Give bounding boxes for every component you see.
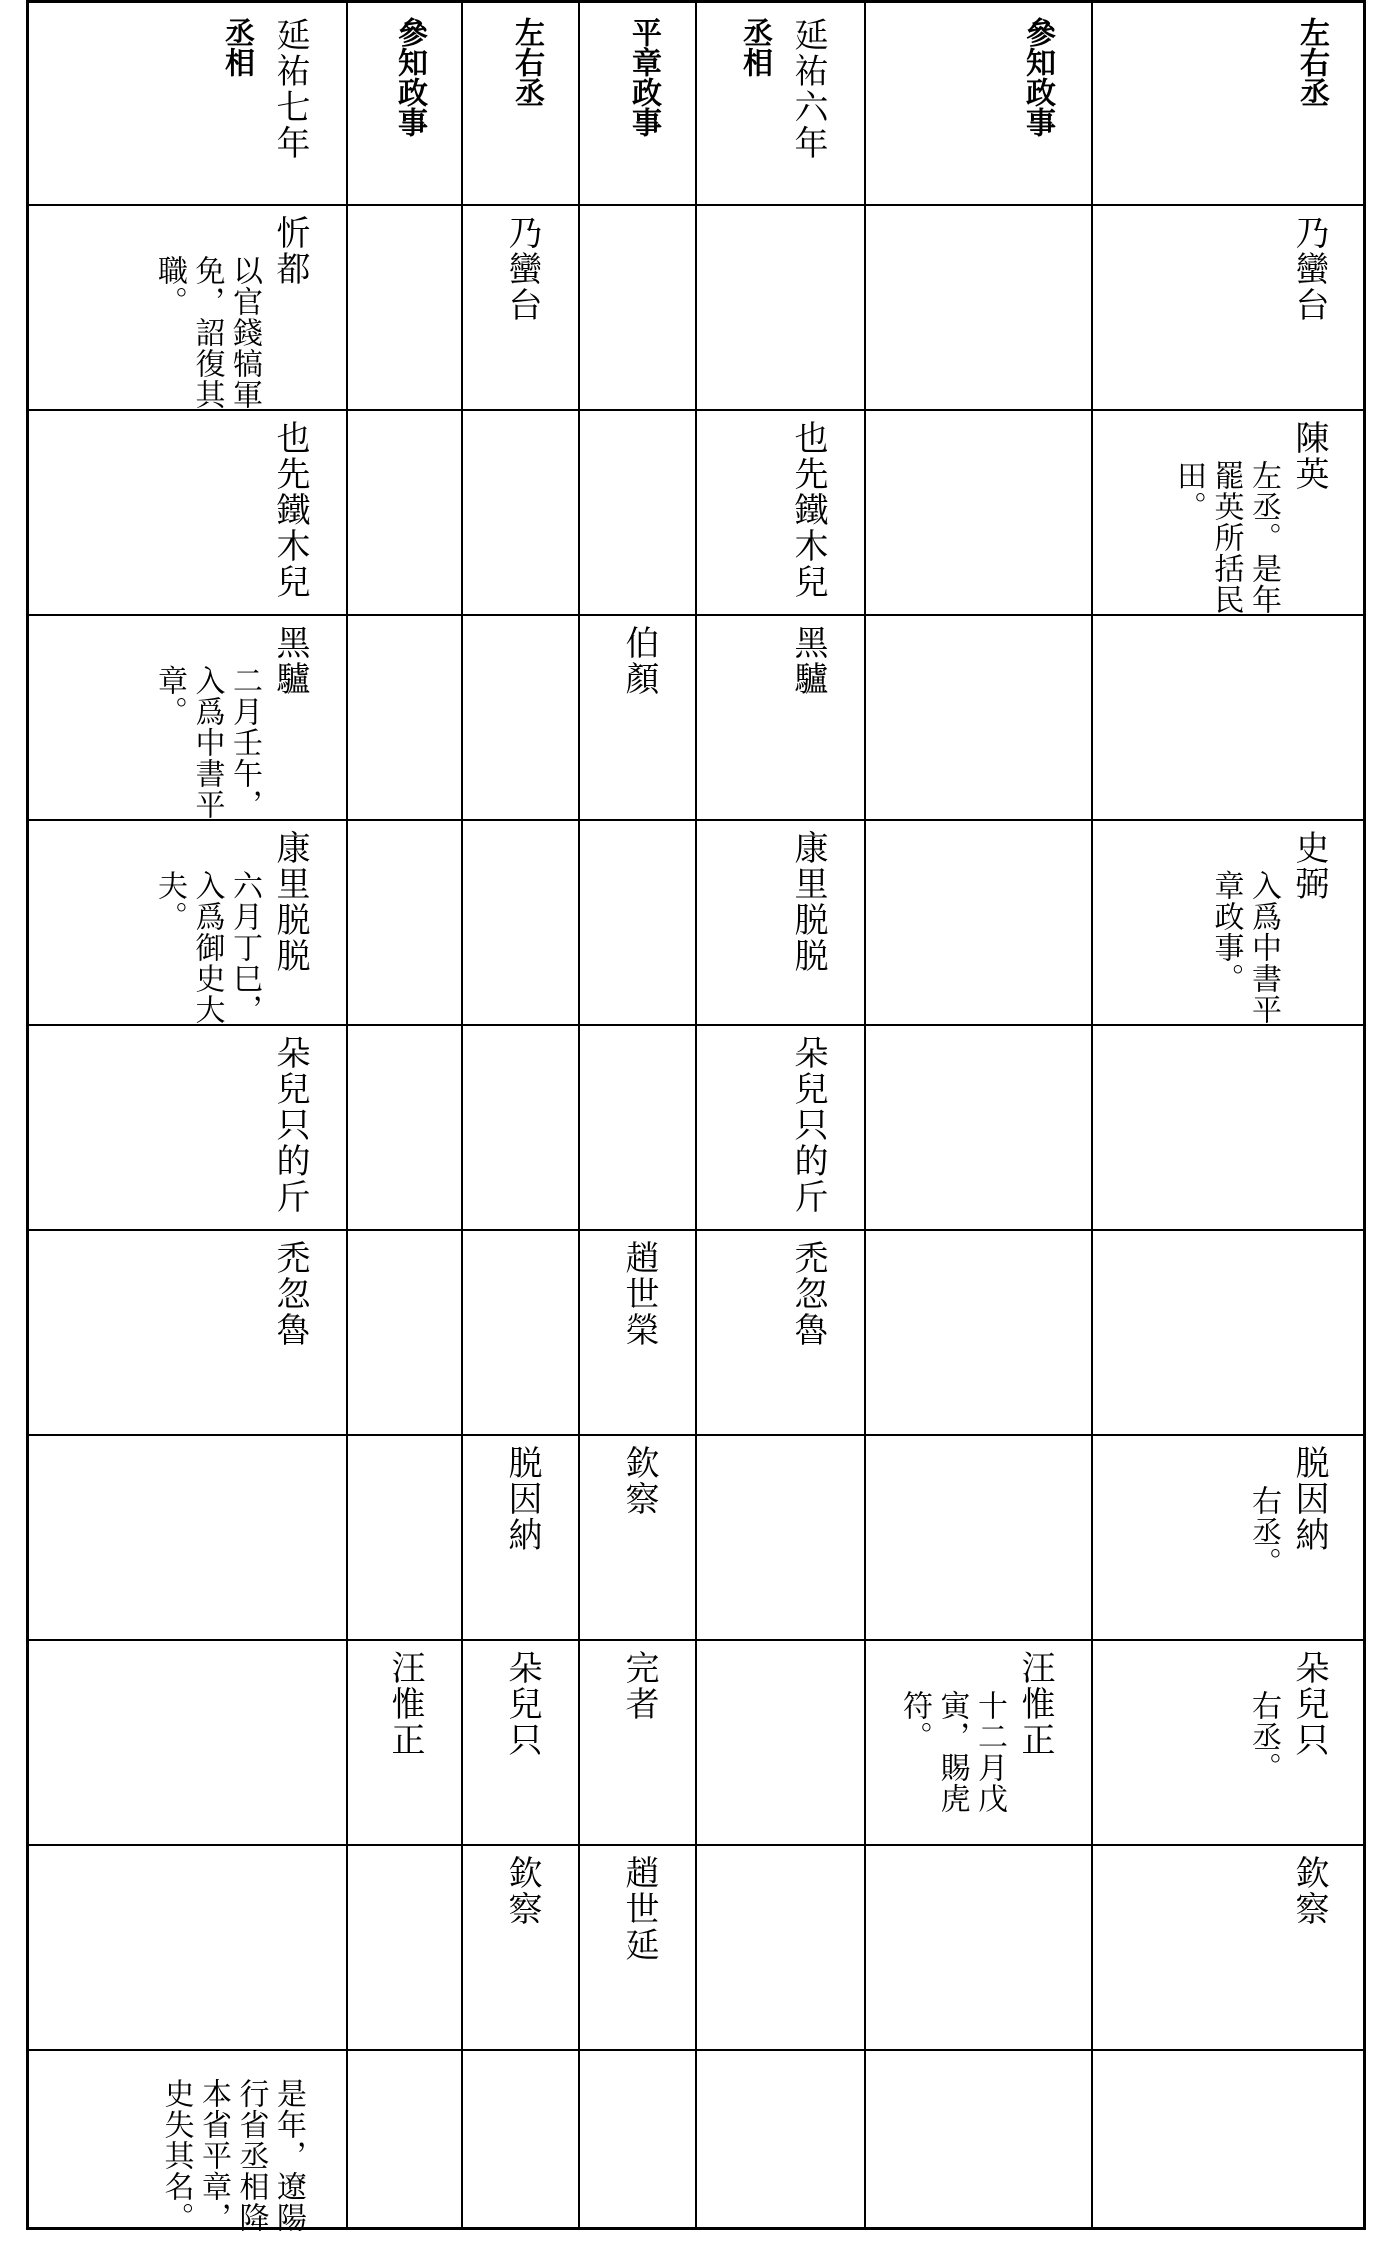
table-cell bbox=[462, 1640, 579, 1845]
table-cell bbox=[347, 205, 462, 410]
official-name: 朵兒只的斤 bbox=[270, 1035, 310, 1215]
table-cell bbox=[865, 1435, 1092, 1640]
official-name: 史弼 bbox=[1289, 830, 1329, 902]
column-header-chengxiang: 丞相 bbox=[219, 17, 254, 77]
header-y7-canzhi bbox=[347, 3, 462, 205]
official-name: 趙世延 bbox=[619, 1855, 659, 1963]
table-cell bbox=[29, 410, 347, 615]
official-note: 右丞。 bbox=[1246, 1690, 1281, 1783]
table-cell bbox=[347, 2050, 462, 2255]
table-cell bbox=[1092, 820, 1366, 1025]
official-name: 陳英 bbox=[1289, 420, 1329, 492]
table-cell bbox=[29, 1640, 347, 1845]
header-y6-canzhi bbox=[865, 3, 1092, 205]
table-cell bbox=[865, 2050, 1092, 2255]
year-title: 延祐六年 bbox=[788, 17, 828, 161]
table-cell bbox=[29, 1025, 347, 1230]
table-cell bbox=[462, 1230, 579, 1435]
official-name: 欽察 bbox=[619, 1445, 659, 1517]
header-y7-zuoyou bbox=[462, 3, 579, 205]
table-cell bbox=[579, 205, 696, 410]
table-cell bbox=[579, 2050, 696, 2255]
official-name: 欽察 bbox=[502, 1855, 542, 1927]
table-cell bbox=[579, 820, 696, 1025]
official-name: 禿忽魯 bbox=[270, 1240, 310, 1348]
column-header-canzhi: 參知政事 bbox=[392, 17, 427, 137]
table-cell bbox=[1092, 2050, 1366, 2255]
table-cell bbox=[29, 1435, 347, 1640]
table-cell bbox=[462, 1435, 579, 1640]
table-cell bbox=[865, 1845, 1092, 2050]
year-title: 延祐七年 bbox=[270, 17, 310, 161]
official-name: 乃蠻台 bbox=[1289, 215, 1329, 323]
official-table bbox=[26, 0, 1366, 2233]
column-header-pingzhang: 平章政事 bbox=[626, 17, 661, 137]
table-cell bbox=[462, 1025, 579, 1230]
table-cell bbox=[696, 1640, 865, 1845]
official-name: 脱因納 bbox=[1289, 1445, 1329, 1553]
table-cell bbox=[462, 615, 579, 820]
table-cell bbox=[29, 1230, 347, 1435]
table-cell bbox=[579, 1230, 696, 1435]
table-cell bbox=[29, 615, 347, 820]
official-name: 朵兒只的斤 bbox=[788, 1035, 828, 1215]
column-header-chengxiang: 丞相 bbox=[737, 17, 772, 77]
table-cell bbox=[1092, 1230, 1366, 1435]
table-cell bbox=[696, 410, 865, 615]
table-cell bbox=[865, 615, 1092, 820]
table-cell bbox=[347, 1230, 462, 1435]
table-cell bbox=[579, 1025, 696, 1230]
table-cell bbox=[696, 1230, 865, 1435]
table-cell bbox=[29, 820, 347, 1025]
table-cell bbox=[1092, 1640, 1366, 1845]
official-note: 十二月戊寅，賜虎符。 bbox=[897, 1690, 1007, 1814]
table-cell bbox=[462, 2050, 579, 2255]
official-name: 忻都 bbox=[270, 215, 310, 287]
official-name: 朵兒只 bbox=[502, 1650, 542, 1758]
official-name: 也先鐵木兒 bbox=[270, 420, 310, 600]
table-cell bbox=[696, 1435, 865, 1640]
official-name: 禿忽魯 bbox=[788, 1240, 828, 1348]
column-header-zuoyou: 左右丞 bbox=[1294, 17, 1329, 107]
table-cell bbox=[462, 205, 579, 410]
official-name: 也先鐵木兒 bbox=[788, 420, 828, 600]
table-cell bbox=[1092, 1845, 1366, 2050]
table-cell bbox=[579, 1845, 696, 2050]
official-note: 六月丁巳，入爲御史大夫。 bbox=[152, 870, 262, 1025]
table-cell bbox=[462, 410, 579, 615]
table-cell bbox=[347, 410, 462, 615]
official-note: 左丞。是年罷英所括民田。 bbox=[1171, 460, 1281, 615]
table-cell bbox=[347, 1435, 462, 1640]
official-name: 汪惟正 bbox=[385, 1650, 425, 1758]
table-cell bbox=[347, 1845, 462, 2050]
column-header-zuoyou: 左右丞 bbox=[509, 17, 544, 107]
table-cell bbox=[29, 205, 347, 410]
table-cell bbox=[347, 1025, 462, 1230]
table-cell bbox=[347, 615, 462, 820]
table-cell bbox=[579, 1640, 696, 1845]
official-name: 朵兒只 bbox=[1289, 1650, 1329, 1758]
official-note: 以官錢犒軍免，詔復其職。 bbox=[152, 255, 262, 410]
official-name: 伯顏 bbox=[619, 625, 659, 697]
official-note: 右丞。 bbox=[1246, 1485, 1281, 1578]
official-note: 二月壬午，入爲中書平章。 bbox=[152, 665, 262, 820]
table-cell bbox=[865, 410, 1092, 615]
table-cell bbox=[865, 820, 1092, 1025]
official-name: 康里脱脱 bbox=[270, 830, 310, 974]
column-header-canzhi: 參知政事 bbox=[1020, 17, 1055, 137]
table-cell bbox=[29, 2050, 347, 2255]
table-cell bbox=[1092, 410, 1366, 615]
header-y7-chengxiang bbox=[29, 3, 347, 205]
official-name: 黑驢 bbox=[270, 625, 310, 697]
official-name: 黑驢 bbox=[788, 625, 828, 697]
official-name: 欽察 bbox=[1289, 1855, 1329, 1927]
header-y6-chengxiang bbox=[696, 3, 865, 205]
table-cell bbox=[579, 1435, 696, 1640]
table-cell bbox=[865, 205, 1092, 410]
table-cell bbox=[865, 1025, 1092, 1230]
official-name: 康里脱脱 bbox=[788, 830, 828, 974]
table-cell bbox=[462, 1845, 579, 2050]
official-note: 是年，遼陽行省丞相降本省平章，史失其名。 bbox=[158, 2078, 306, 2233]
table-cell bbox=[1092, 205, 1366, 410]
table-cell bbox=[462, 820, 579, 1025]
header-y7-pingzhang bbox=[579, 3, 696, 205]
table-cell bbox=[865, 1640, 1092, 1845]
table-cell bbox=[1092, 1435, 1366, 1640]
table-cell bbox=[1092, 615, 1366, 820]
table-cell bbox=[696, 1025, 865, 1230]
table-cell bbox=[696, 615, 865, 820]
official-name: 汪惟正 bbox=[1015, 1650, 1055, 1758]
table-cell bbox=[696, 820, 865, 1025]
official-name: 乃蠻台 bbox=[502, 215, 542, 323]
official-name: 脱因納 bbox=[502, 1445, 542, 1553]
table-cell bbox=[579, 410, 696, 615]
table-cell bbox=[347, 820, 462, 1025]
table-cell bbox=[696, 2050, 865, 2255]
table-cell bbox=[696, 205, 865, 410]
official-name: 完者 bbox=[619, 1650, 659, 1722]
table-cell bbox=[579, 615, 696, 820]
table-cell bbox=[1092, 1025, 1366, 1230]
table-cell bbox=[29, 1845, 347, 2050]
table-cell bbox=[696, 1845, 865, 2050]
header-y6-zuoyou bbox=[1092, 3, 1366, 205]
table-cell bbox=[347, 1640, 462, 1845]
official-name: 趙世榮 bbox=[619, 1240, 659, 1348]
table-cell bbox=[865, 1230, 1092, 1435]
official-note: 入爲中書平章政事。 bbox=[1208, 870, 1281, 1025]
